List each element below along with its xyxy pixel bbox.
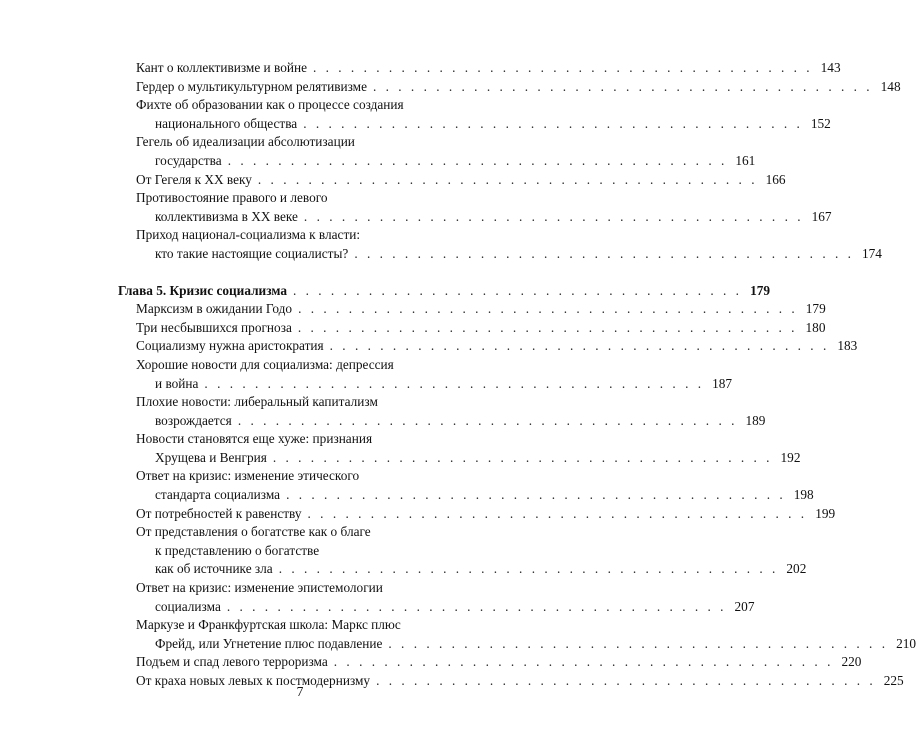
toc-entry-title: социализма bbox=[155, 598, 221, 614]
toc-entry-title: Ответ на кризис: изменение эпистемологии bbox=[136, 580, 383, 596]
toc-entry-title: и война bbox=[155, 375, 199, 391]
toc-entry-page: 202 bbox=[786, 561, 807, 577]
toc-entry[interactable] bbox=[136, 319, 826, 338]
toc-entry[interactable] bbox=[136, 356, 733, 393]
toc-entry-page: 198 bbox=[793, 487, 814, 503]
toc-entry[interactable] bbox=[136, 300, 826, 319]
toc-entry-page: 167 bbox=[811, 208, 832, 224]
toc-entry-title: Гердер о мультикультурном релятивизме bbox=[136, 78, 367, 94]
toc-entry-title: Марксизм в ожидании Годо bbox=[136, 301, 293, 317]
toc-entry[interactable] bbox=[136, 171, 786, 190]
page-number: 7 bbox=[296, 684, 304, 699]
toc-entry-page: 143 bbox=[820, 60, 841, 75]
toc-entry-page: 179 bbox=[805, 301, 826, 317]
toc-entry[interactable] bbox=[136, 96, 831, 133]
toc-entry-title: Кант о коллективизме и войне bbox=[136, 60, 307, 75]
toc-entry[interactable] bbox=[136, 616, 916, 653]
toc-entry-title: Плохие новости: либеральный капитализм bbox=[136, 394, 378, 410]
toc-entry-page: 148 bbox=[880, 78, 901, 94]
leader-dots: . . . . . . . . . . . . . . . . . . . . . . . . . . . . . . . . . . . . . . . . bbox=[372, 78, 873, 94]
leader-dots: . . . . . . . . . . . . . . . . . . . . . . . . . . . . . . . . . . . . . . . . bbox=[376, 673, 876, 688]
toc-entry[interactable] bbox=[136, 133, 756, 170]
toc-entry-title: От представления о богатстве как о благе bbox=[136, 524, 371, 540]
toc-entry[interactable] bbox=[136, 337, 858, 356]
toc-entry-title: От краха новых левых к постмодернизму bbox=[136, 673, 371, 688]
toc-entry[interactable] bbox=[136, 523, 807, 579]
toc-entry-page: 183 bbox=[837, 338, 858, 354]
toc-entry-title: Хорошие новости для социализма: депрессия bbox=[136, 356, 394, 372]
toc-entry-page: 220 bbox=[841, 654, 862, 670]
toc-entry[interactable] bbox=[136, 393, 766, 430]
toc-entry-page: 199 bbox=[815, 505, 836, 521]
toc-entry-page: 187 bbox=[712, 375, 733, 391]
toc-entry-title: Хрущева и Венгрия bbox=[155, 449, 267, 465]
leader-dots: . . . . . . . . . . . . . . . . . . . . . . . . . . . . . . . . . . . . . . . . bbox=[297, 319, 798, 335]
toc-entry-page: 225 bbox=[883, 673, 904, 688]
leader-dots: . . . . . . . . . . . . . . . . . . . . . . . . . . . . . . . . . . . . . . . . bbox=[333, 654, 834, 670]
leader-dots: . . . . . . . . . . . . . . . . . . . . . . . . . . . . . . . . . . . . . . . . bbox=[298, 301, 798, 317]
toc-entry[interactable] bbox=[136, 430, 801, 467]
leader-dots: . . . . . . . . . . . . . . . . . . . . . . . . . . . . . . . . . . . . . . . . bbox=[286, 487, 786, 503]
leader-dots: . . . . . . . . . . . . . . . . . . . . . . . . . . . . . . . . . . . . . . . . bbox=[354, 245, 854, 261]
toc-entry-title: Три несбывшихся прогноза bbox=[136, 319, 292, 335]
toc-entry-page: 180 bbox=[805, 319, 826, 335]
leader-dots: . . . . . . . . . . . . . . . . . . . . . . . . . . . . . . . . . . . . . . . . bbox=[272, 449, 773, 465]
toc-entry-page: 189 bbox=[745, 412, 766, 428]
leader-dots: . . . . . . . . . . . . . . . . . . . . . . . . . . . . . . . . . . . . . . . . bbox=[312, 60, 813, 75]
toc-entry-title: От Гегеля к XX веку bbox=[136, 171, 252, 187]
leader-dots: . . . . . . . . . . . . . . . . . . . . . . . . . . . . . . . . . . . . . . . . bbox=[303, 208, 804, 224]
leader-dots: . . . . . . . . . . . . . . . . . . . . . . . . . . . . . . . . . . . . . . . . bbox=[237, 412, 738, 428]
toc-section-chapter-4 bbox=[136, 59, 901, 264]
toc-entry-title: Гегель об идеализации абсолютизации bbox=[136, 134, 355, 150]
toc-entry-page: 166 bbox=[765, 171, 786, 187]
toc-entry[interactable] bbox=[136, 653, 862, 672]
toc-entry-page: 174 bbox=[862, 245, 882, 261]
leader-dots: . . . . . . . . . . . . . . . . . . . . . . . . . . . . . . . . . . . . . . . . bbox=[307, 505, 808, 521]
leader-dots: . . . . . . . . . . . . . . . . . . . . . . . . . . . . . . . . . . . . . . . . bbox=[278, 561, 779, 577]
chapter-page-number: 179 bbox=[750, 282, 771, 298]
toc-entry-page: 192 bbox=[780, 449, 801, 465]
toc-entry-title: Социализму нужна аристократия bbox=[136, 338, 324, 354]
toc-entry-title: Новости становятся еще хуже: признания bbox=[136, 431, 373, 447]
toc-entry-title: к представлению о богатстве bbox=[155, 542, 320, 558]
leader-dots: . . . . . . . . . . . . . . . . . . . . . . . . . . . . . . . . . . . . . . . . bbox=[204, 375, 705, 391]
toc-entry-title: Фрейд, или Угнетение плюс подавление bbox=[155, 635, 383, 651]
leader-dots: . . . . . . . . . . . . . . . . . . . . . . . . . . . . . . . . . . . . . . . . bbox=[303, 115, 803, 131]
toc-entry-title: кто такие настоящие социалисты? bbox=[155, 245, 349, 261]
toc-entry[interactable] bbox=[136, 505, 836, 524]
toc-entry[interactable] bbox=[136, 226, 882, 263]
toc-entry-title: Ответ на кризис: изменение этического bbox=[136, 468, 360, 484]
toc-entry-title: национального общества bbox=[155, 115, 298, 131]
toc-entry-title: стандарта социализма bbox=[155, 487, 281, 503]
toc-entry-page: 207 bbox=[734, 598, 755, 614]
toc-entry-title: Маркузе и Франкфуртская школа: Маркс плюс bbox=[136, 617, 401, 633]
toc-section-chapter-5 bbox=[136, 300, 916, 690]
leader-dots: . . . . . . . . . . . . . . . . . . . . . . . . . . . . . . . . . . . . . . . . bbox=[329, 338, 830, 354]
toc-entry-page: 210 bbox=[896, 635, 916, 651]
toc-entry-title: Фихте об образовании как о процессе создания bbox=[136, 97, 404, 113]
toc-entry-title: возрождается bbox=[155, 412, 232, 428]
toc-entry[interactable] bbox=[136, 78, 901, 97]
toc-entry-page: 152 bbox=[810, 115, 831, 131]
leader-dots: . . . . . . . . . . . . . . . . . . . . . . . . . . . . . . . . . . . . . . . . bbox=[388, 635, 889, 651]
leader-dots: . . . . . . . . . . . . . . . . . . . . . . . . . . . . . . . . . . . . . . . . bbox=[257, 171, 758, 187]
toc-entry-page: 161 bbox=[735, 152, 756, 168]
toc-entry-title: государства bbox=[155, 152, 222, 168]
toc-entry[interactable] bbox=[136, 579, 755, 616]
toc-entry-title: Приход национал-социализма к власти: bbox=[136, 227, 361, 243]
toc-entry-title: От потребностей к равенству bbox=[136, 505, 302, 521]
leader-dots: . . . . . . . . . . . . . . . . . . . . . . . . . . . . . . . . . . . . bbox=[292, 282, 743, 298]
table-of-contents bbox=[118, 59, 916, 691]
toc-entry[interactable] bbox=[136, 467, 814, 504]
toc-entry-title: коллективизма в XX веке bbox=[155, 208, 298, 224]
leader-dots: . . . . . . . . . . . . . . . . . . . . . . . . . . . . . . . . . . . . . . . . bbox=[227, 152, 728, 168]
toc-entry-title: Противостояние правого и левого bbox=[136, 190, 328, 206]
leader-dots: . . . . . . . . . . . . . . . . . . . . . . . . . . . . . . . . . . . . . . . . bbox=[226, 598, 727, 614]
toc-entry-title: Подъем и спад левого терроризма bbox=[136, 654, 328, 670]
toc-entry-title: как об источнике зла bbox=[155, 561, 273, 577]
toc-entry[interactable] bbox=[136, 59, 841, 78]
chapter-title: Глава 5. Кризис социализма bbox=[118, 282, 287, 298]
toc-chapter-heading[interactable] bbox=[118, 282, 771, 301]
toc-entry[interactable] bbox=[136, 189, 832, 226]
